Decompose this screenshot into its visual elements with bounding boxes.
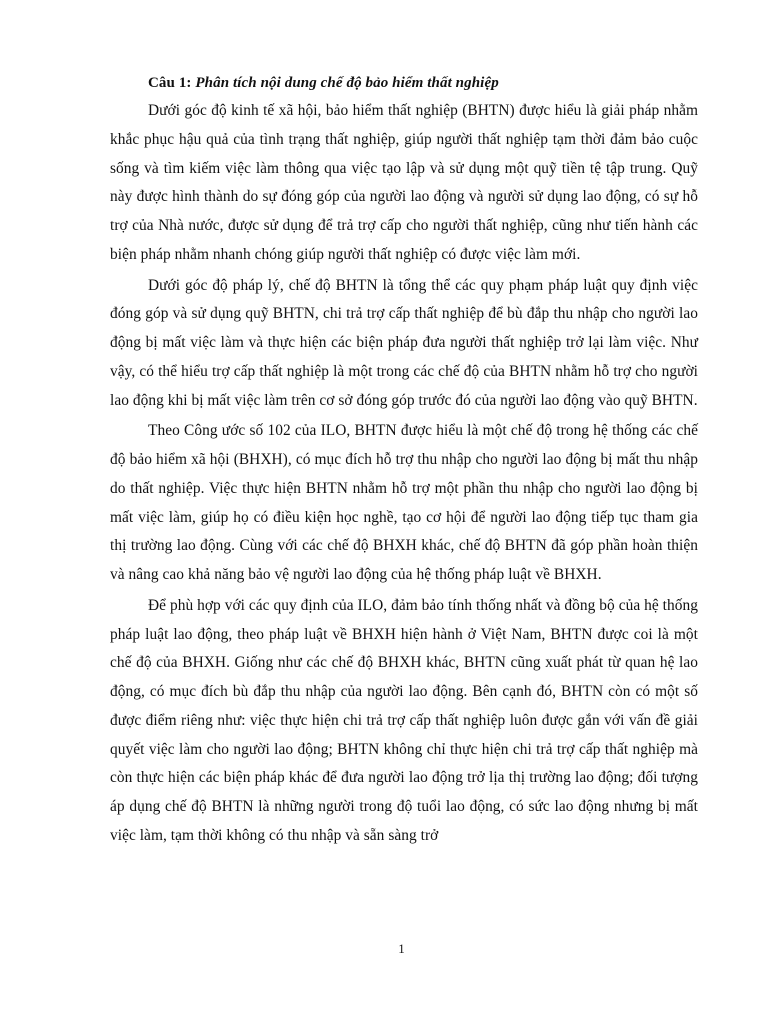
paragraph-vietnam-regulation: Để phù hợp với các quy định của ILO, đảm bảo tính thống nhất và đồng bộ của hệ thống pháp luật lao động, theo pháp luật về BHXH hiện hành ở Việt Nam, BHTN được coi là một chế độ của BHXH. Giống như các chế độ BHXH khác, BHTN cũng xuất phát từ quan hệ lao động, có mục đích bù đắp thu nhập của người lao động. Bên cạnh đó, BHTN còn có một số được điểm riêng như: việc thực hiện chi trả trợ cấp thất nghiệp luôn được gắn với vấn đề giải quyết việc làm cho người lao động; BHTN không chỉ thực hiện chi trả trợ cấp thất nghiệp mà còn thực hiện các biện pháp khác để đưa người lao động trở lịa thị trường lao động; đối tượng áp dụng chế độ BHTN là những người trong độ tuổi lao động, có sức lao động nhưng bị mất việc làm, tạm thời không có thu nhập và sẵn sàng trở bbox=[110, 596, 698, 844]
paragraph-ilo-convention: Theo Công ước số 102 của ILO, BHTN được hiểu là một chế độ trong hệ thống các chế độ bảo hiểm xã hội (BHXH), có mục đích hỗ trợ thu nhập cho người lao động bị mất thu nhập do thất nghiệp. Việc thực hiện BHTN nhằm hỗ trợ một phần thu nhập cho người lao động bị mất việc làm, giúp họ có điều kiện học nghề, tạo cơ hội để người lao động tiếp tục tham gia thị trường lao động. Cùng với các chế độ BHXH khác, chế độ BHTN đã góp phần hoàn thiện và nâng cao khả năng bảo vệ người lao động của hệ thống pháp luật về BHXH. bbox=[110, 422, 698, 583]
page-number: 1 bbox=[398, 941, 405, 956]
paragraph-economic-definition: Dưới góc độ kinh tế xã hội, bảo hiểm thất nghiệp (BHTN) được hiểu là giải pháp nhằm khắc phục hậu quả của tình trạng thất nghiệp, giúp người thất nghiệp tạm thời đảm bảo cuộc sống và tìm kiếm việc làm thông qua việc tạo lập và sử dụng một quỹ tiền tệ tập trung. Quỹ này được hình thành do sự đóng góp của người lao động và người sử dụng lao động, có sự hỗ trợ của Nhà nước, được sử dụng để trả trợ cấp cho người thất nghiệp, cũng như tiến hành các biện pháp nhằm nhanh chóng giúp người thất nghiệp có được việc làm mới. bbox=[110, 102, 698, 263]
paragraph-legal-definition: Dưới góc độ pháp lý, chế độ BHTN là tổng thể các quy phạm pháp luật quy định việc đóng góp và sử dụng quỹ BHTN, chi trả trợ cấp thất nghiệp để bù đắp thu nhập cho người lao động bị mất việc làm và thực hiện các biện pháp đưa người thất nghiệp trở lại làm việc. Như vậy, có thể hiểu trợ cấp thất nghiệp là một trong các chế độ của BHTN nhằm hỗ trợ cho người lao động khi bị mất việc làm trên cơ sở đóng góp trước đó của người lao động vào quỹ BHTN. bbox=[110, 276, 698, 409]
question-number: Câu 1: bbox=[148, 75, 192, 91]
question-title: Phân tích nội dung chế độ bảo hiểm thất nghiệp bbox=[195, 75, 499, 91]
question-heading bbox=[148, 71, 698, 95]
page-content bbox=[110, 71, 698, 851]
